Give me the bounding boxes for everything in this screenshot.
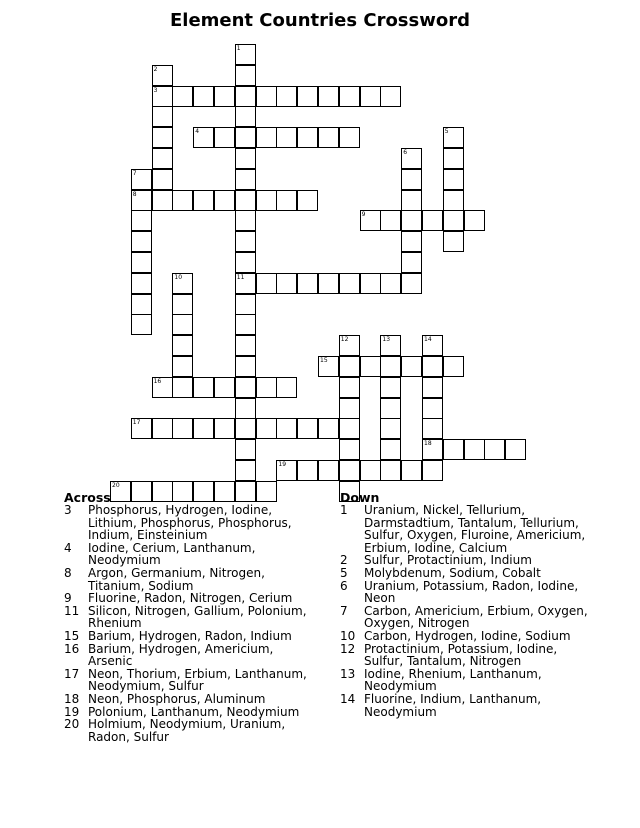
grid-cell[interactable] [422, 335, 443, 356]
clue-text: Uranium, Potassium, Radon, Iodine, Neon [364, 578, 579, 606]
clue-text: Protactinium, Potassium, Iodine, Sulfur, Tantalum, Nitrogen [364, 641, 558, 669]
grid-cell[interactable] [443, 127, 464, 148]
clue-num: 16 [64, 641, 80, 656]
grid-cell[interactable] [131, 169, 152, 190]
grid-cell[interactable] [443, 356, 464, 377]
grid-cell[interactable] [235, 252, 256, 273]
grid-cell[interactable] [297, 273, 318, 294]
clue-text: Barium, Hydrogen, Radon, Indium [88, 628, 292, 643]
clue-num: 18 [64, 691, 80, 706]
clue-number: 17 [132, 419, 141, 427]
grid-cell[interactable] [443, 210, 464, 231]
clue-num: 14 [340, 691, 356, 706]
clue-text: Neon, Thorium, Erbium, Lanthanum, Neodymium, Sulfur [88, 666, 307, 694]
across-clue [64, 630, 314, 643]
grid-cell[interactable] [152, 418, 173, 439]
grid-cell[interactable] [339, 335, 360, 356]
clue-number: 12 [340, 336, 349, 344]
grid-cell[interactable] [443, 148, 464, 169]
grid-cell[interactable] [401, 252, 422, 273]
grid-cell[interactable] [214, 127, 235, 148]
grid-cell[interactable] [380, 210, 401, 231]
grid-cell[interactable] [152, 106, 173, 127]
clue-number: 20 [112, 481, 120, 489]
grid-cell[interactable] [235, 356, 256, 377]
across-clue [64, 567, 314, 592]
grid-cell[interactable] [443, 169, 464, 190]
grid-cell[interactable] [256, 190, 277, 211]
grid-cell[interactable] [235, 169, 256, 190]
clue-number: 15 [320, 357, 328, 364]
down-clues [340, 491, 590, 718]
grid-cell[interactable] [131, 190, 152, 211]
grid-cell[interactable] [235, 294, 256, 315]
grid-cell[interactable] [152, 190, 173, 211]
clue-num: 12 [340, 641, 356, 656]
grid-cell[interactable] [297, 127, 318, 148]
grid-cell[interactable] [256, 273, 277, 294]
down-clue [340, 668, 590, 693]
grid-cell[interactable] [297, 86, 318, 107]
grid-cell[interactable] [152, 86, 173, 107]
grid-cell[interactable] [152, 169, 173, 190]
across-clue [64, 718, 314, 743]
grid-cell[interactable] [422, 460, 443, 481]
clue-text: Fluorine, Radon, Nitrogen, Cerium [88, 591, 293, 606]
grid-cell[interactable] [172, 418, 193, 439]
clue-num: 9 [64, 591, 72, 606]
grid-cell[interactable] [214, 377, 235, 398]
grid-cell[interactable] [214, 418, 235, 439]
clue-num: 19 [64, 704, 80, 719]
clue-text: Carbon, Hydrogen, Iodine, Sodium [364, 628, 571, 643]
grid-cell[interactable] [152, 148, 173, 169]
across-heading: Across [64, 490, 111, 505]
clue-num: 20 [64, 717, 80, 732]
clue-text: Silicon, Nitrogen, Gallium, Polonium, Rhenium [88, 603, 307, 631]
clue-number: 10 [174, 273, 183, 281]
grid-cell[interactable] [318, 127, 339, 148]
clue-num: 10 [340, 628, 356, 643]
grid-cell[interactable] [131, 210, 152, 231]
down-clue [340, 567, 590, 580]
clue-text: Barium, Hydrogen, Americium, Arsenic [88, 641, 274, 669]
grid-cell[interactable] [235, 418, 256, 439]
grid-cell[interactable] [443, 231, 464, 252]
grid-cell[interactable] [131, 314, 152, 335]
grid-cell[interactable] [318, 273, 339, 294]
grid-cell[interactable] [276, 190, 297, 211]
clue-number: 1 [236, 45, 241, 52]
grid-cell[interactable] [360, 460, 381, 481]
grid-cell[interactable] [380, 377, 401, 398]
grid-cell[interactable] [401, 169, 422, 190]
grid-cell[interactable] [297, 460, 318, 481]
grid-cell[interactable] [360, 356, 381, 377]
grid-cell[interactable] [422, 398, 443, 419]
across-clue [64, 668, 314, 693]
clue-text: Molybdenum, Sodium, Cobalt [364, 565, 541, 580]
clue-number: 18 [424, 440, 432, 448]
grid-cell[interactable] [360, 86, 381, 107]
grid-cell[interactable] [380, 356, 401, 377]
grid-cell[interactable] [235, 377, 256, 398]
grid-cell[interactable] [276, 418, 297, 439]
grid-cell[interactable] [235, 439, 256, 460]
grid-cell[interactable] [235, 65, 256, 86]
across-clue [64, 592, 314, 605]
grid-cell[interactable] [339, 460, 360, 481]
clue-num: 3 [64, 503, 72, 517]
grid-cell[interactable] [172, 190, 193, 211]
grid-cell[interactable] [422, 377, 443, 398]
clue-number: 6 [403, 149, 408, 156]
down-clue-list [340, 504, 590, 718]
grid-cell[interactable] [193, 190, 214, 211]
grid-cell[interactable] [339, 273, 360, 294]
grid-cell[interactable] [152, 127, 173, 148]
clue-text: Iodine, Cerium, Lanthanum, Neodymium [88, 540, 256, 568]
grid-cell[interactable] [131, 231, 152, 252]
grid-cell[interactable] [256, 86, 277, 107]
grid-cell[interactable] [297, 418, 318, 439]
grid-cell[interactable] [422, 418, 443, 439]
clue-number: 3 [153, 86, 158, 94]
grid-cell[interactable] [484, 439, 505, 460]
clue-text: Fluorine, Indium, Lanthanum, Neodymium [364, 691, 542, 719]
across-clue [64, 643, 314, 668]
grid-cell[interactable] [380, 273, 401, 294]
clue-number: 11 [236, 273, 245, 281]
grid-cell[interactable] [360, 210, 381, 231]
clue-num: 1 [340, 503, 348, 517]
grid-cell[interactable] [339, 127, 360, 148]
grid-cell[interactable] [235, 314, 256, 335]
grid-cell[interactable] [172, 314, 193, 335]
grid-cell[interactable] [318, 86, 339, 107]
clue-number: 16 [153, 377, 162, 385]
grid-cell[interactable] [172, 294, 193, 315]
grid-cell[interactable] [339, 439, 360, 460]
grid-cell[interactable] [422, 210, 443, 231]
clue-number: 5 [444, 128, 449, 136]
grid-cell[interactable] [276, 273, 297, 294]
grid-cell[interactable] [339, 86, 360, 107]
grid-cell[interactable] [131, 252, 152, 273]
grid-cell[interactable] [235, 127, 256, 148]
grid-cell[interactable] [256, 418, 277, 439]
grid-cell[interactable] [172, 86, 193, 107]
clue-text: Phosphorus, Hydrogen, Iodine, Lithium, Phosphorus, Phosphorus, Indium, Einsteinium [88, 503, 292, 543]
grid-cell[interactable] [235, 148, 256, 169]
across-clue-list [64, 504, 314, 743]
down-clue [340, 643, 590, 668]
grid-cell[interactable] [235, 273, 256, 294]
grid-cell[interactable] [422, 356, 443, 377]
clue-number: 9 [361, 211, 366, 219]
page-title: Element Countries Crossword [169, 10, 470, 31]
grid-cell[interactable] [380, 398, 401, 419]
grid-cell[interactable] [131, 294, 152, 315]
grid-cell[interactable] [172, 335, 193, 356]
grid-cell[interactable] [172, 273, 193, 294]
clue-num: 6 [340, 578, 348, 593]
grid-cell[interactable] [235, 231, 256, 252]
grid-cell[interactable] [318, 418, 339, 439]
clue-num: 2 [340, 553, 348, 568]
grid-cell[interactable] [380, 86, 401, 107]
clue-number: 4 [195, 128, 200, 136]
grid-cell[interactable] [318, 356, 339, 377]
grid-cell[interactable] [193, 86, 214, 107]
clue-num: 15 [64, 628, 80, 643]
grid-cell[interactable] [401, 231, 422, 252]
grid-cell[interactable] [214, 86, 235, 107]
grid-cell[interactable] [193, 377, 214, 398]
grid-cell[interactable] [401, 460, 422, 481]
grid-cell[interactable] [235, 44, 256, 65]
grid-cell[interactable] [256, 127, 277, 148]
clue-text: Iodine, Rhenium, Lanthanum, Neodymium [364, 666, 542, 694]
grid-cell[interactable] [401, 210, 422, 231]
grid-cell[interactable] [276, 460, 297, 481]
clue-text: Argon, Germanium, Nitrogen, Titanium, Sodium [88, 565, 265, 593]
clue-text: Uranium, Nickel, Tellurium, Darmstadtium, Tantalum, Tellurium, Sulfur, Oxygen, Fluroine, Americium, Erbium, Iodine, Calcium [364, 503, 586, 555]
clue-num: 13 [340, 666, 356, 681]
grid-cell[interactable] [443, 439, 464, 460]
grid-cell[interactable] [401, 190, 422, 211]
clue-text: Neon, Phosphorus, Aluminum [88, 691, 266, 706]
grid-cell[interactable] [318, 460, 339, 481]
clue-text: Sulfur, Protactinium, Indium [364, 553, 532, 568]
clue-number: 2 [153, 65, 158, 73]
clue-num: 5 [340, 565, 348, 580]
grid-cell[interactable] [131, 418, 152, 439]
grid-cell[interactable] [172, 377, 193, 398]
across-clue [64, 504, 314, 542]
clue-num: 11 [64, 603, 80, 618]
clue-number: 8 [132, 190, 137, 198]
grid-cell[interactable] [276, 86, 297, 107]
clue-number: 13 [382, 336, 391, 344]
grid-cell[interactable] [380, 439, 401, 460]
grid-cell[interactable] [172, 356, 193, 377]
grid-cell[interactable] [152, 65, 173, 86]
clue-text: Holmium, Neodymium, Uranium, Radon, Sulfur [88, 717, 286, 744]
down-clue [340, 580, 590, 605]
grid-cell[interactable] [235, 210, 256, 231]
clue-num: 17 [64, 666, 80, 681]
down-clue [340, 693, 590, 718]
grid-cell[interactable] [380, 418, 401, 439]
grid-cell[interactable] [380, 460, 401, 481]
grid-cell[interactable] [256, 377, 277, 398]
grid-cell[interactable] [339, 377, 360, 398]
down-heading: Down [340, 490, 380, 505]
clue-num: 7 [340, 603, 348, 618]
clue-num: 8 [64, 565, 72, 580]
grid-cell[interactable] [235, 106, 256, 127]
clue-text: Polonium, Lanthanum, Neodymium [88, 704, 300, 719]
grid-cell[interactable] [193, 127, 214, 148]
grid-cell[interactable] [443, 190, 464, 211]
grid-cell[interactable] [235, 86, 256, 107]
grid-cell[interactable] [131, 273, 152, 294]
grid-cell[interactable] [214, 190, 235, 211]
grid-cell[interactable] [401, 273, 422, 294]
clue-number: 7 [132, 169, 137, 177]
across-clues [64, 491, 314, 743]
grid-cell[interactable] [464, 439, 485, 460]
grid-cell[interactable] [152, 377, 173, 398]
across-clue [64, 605, 314, 630]
grid-cell[interactable] [339, 398, 360, 419]
across-clue [64, 542, 314, 567]
grid-cell[interactable] [235, 190, 256, 211]
down-clue [340, 630, 590, 643]
grid-cell[interactable] [339, 356, 360, 377]
clue-text: Carbon, Americium, Erbium, Oxygen, Oxygen, Nitrogen [364, 603, 588, 631]
grid-cell[interactable] [235, 398, 256, 419]
grid-cell[interactable] [339, 418, 360, 439]
grid-cell[interactable] [464, 210, 485, 231]
down-clue [340, 504, 590, 554]
grid-cell[interactable] [235, 460, 256, 481]
grid-cell[interactable] [193, 418, 214, 439]
down-clue [340, 605, 590, 630]
clue-num: 4 [64, 540, 72, 555]
grid-cell[interactable] [276, 127, 297, 148]
grid-cell[interactable] [505, 439, 526, 460]
clue-number: 14 [424, 336, 432, 344]
grid-cell[interactable] [380, 335, 401, 356]
grid-cell[interactable] [360, 273, 381, 294]
clue-number: 19 [278, 461, 287, 468]
across-clue [64, 693, 314, 706]
grid-cell[interactable] [276, 377, 297, 398]
grid-cell[interactable] [401, 148, 422, 169]
grid-cell[interactable] [297, 190, 318, 211]
grid-cell[interactable] [235, 335, 256, 356]
grid-cell[interactable] [422, 439, 443, 460]
grid-cell[interactable] [401, 356, 422, 377]
